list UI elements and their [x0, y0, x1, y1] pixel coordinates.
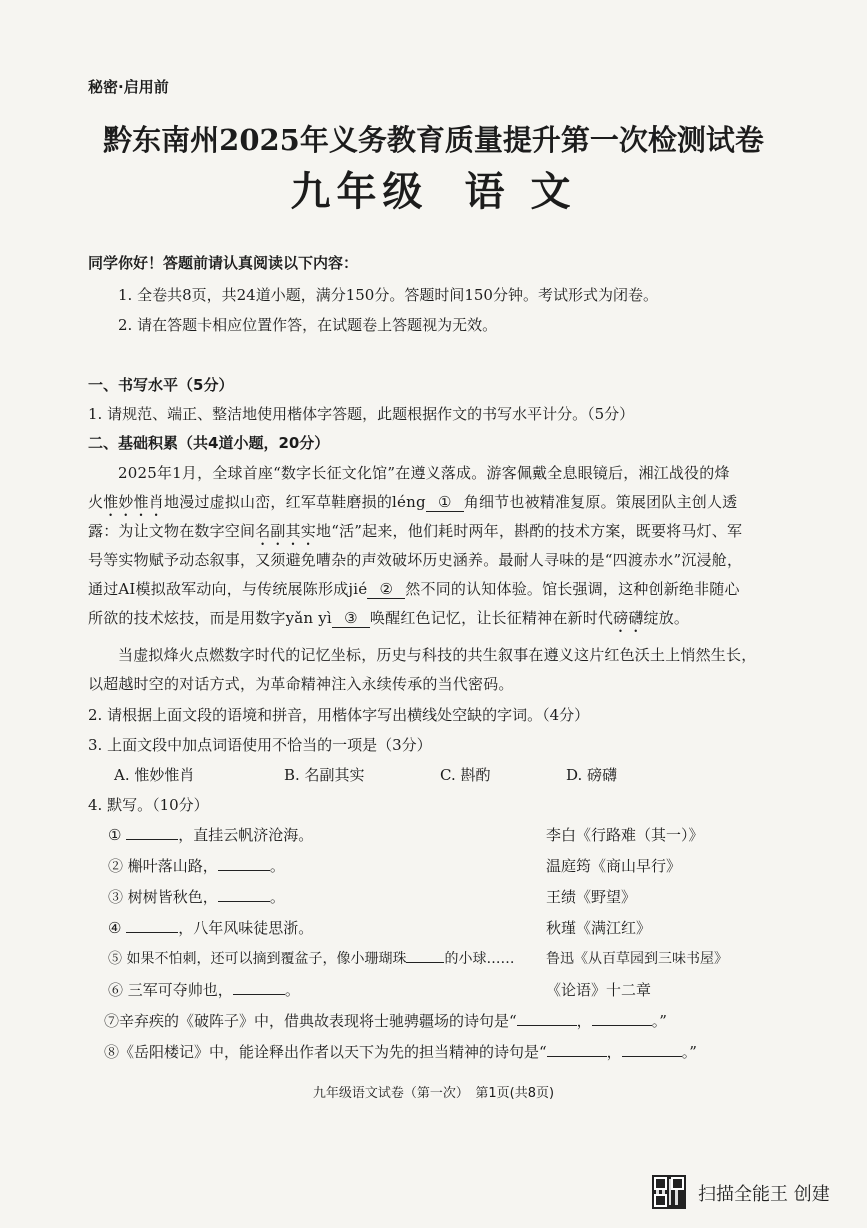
option-d: D. 磅礴	[566, 766, 618, 784]
section-heading: 二、基础积累（共4道小题，20分）	[88, 434, 330, 452]
answer-blank	[622, 1042, 682, 1057]
recite-source: 《论语》十二章	[546, 981, 652, 999]
passage-line: 2025年1月，全球首座“数字长征文化馆”在遵义落成。游客佩戴全息眼镜后，湘江战役的烽	[118, 464, 730, 482]
recite-source: 王绩《野望》	[546, 888, 637, 906]
answer-blank	[126, 825, 178, 840]
fill-blank: ①	[426, 493, 464, 512]
grade-label: 九年级	[290, 168, 429, 215]
fill-blank: ②	[367, 580, 405, 599]
qr-code-icon	[652, 1175, 686, 1209]
question-1: 1. 请规范、端正、整洁地使用楷体字答题，此题根据作文的书写水平计分。（5分）	[88, 405, 635, 423]
passage-line: 露：为让文物在数字空间名副其实地“活”起来，他们耗时两年，斟酌的技术方案，既要将马灯、军	[88, 522, 743, 540]
passage-line: 火惟妙惟肖地漫过虚拟山峦，红军草鞋磨损的léng ① 角细节也被精准复原。策展团队主创人透	[88, 493, 738, 511]
passage-line: 以超越时空的对话方式，为革命精神注入永续传承的当代密码。	[88, 675, 514, 693]
recite-item: ⑤ 如果不怕刺，还可以摘到覆盆子，像小珊瑚珠 的小球……	[108, 948, 514, 968]
passage-line: 通过AI模拟敌军动向，与传统展陈形成jié ② 然不同的认知体验。馆长强调，这种创新绝非随心	[88, 580, 740, 598]
option-c: C. 斟酌	[440, 766, 491, 784]
recite-item: ④ ，八年风味徒思浙。	[108, 919, 314, 937]
recite-source: 鲁迅《从百草园到三味书屋》	[546, 951, 728, 967]
dotted-word: 惟妙惟肖	[103, 493, 165, 511]
dotted-word: 磅礴	[613, 609, 644, 627]
page-footer: 九年级语文试卷（第一次） 第1页(共8页)	[312, 1086, 555, 1101]
answer-blank	[547, 1042, 607, 1057]
recite-item-7: ⑦辛弃疾的《破阵子》中，借典故表现将士驰骋疆场的诗句是“ ， 。”	[104, 1012, 667, 1030]
recite-item: ① ，直挂云帆济沧海。	[108, 826, 314, 844]
dotted-word: 名副其实	[255, 522, 317, 540]
secret-label: 秘密·启用前	[88, 78, 169, 96]
recite-source: 李白《行路难（其一）》	[546, 826, 704, 844]
answer-blank	[233, 980, 285, 995]
passage-line: 号等实物赋予动态叙事，又须避免嘈杂的声效破坏历史涵养。最耐人寻味的是“四渡赤水”沉浸舱，	[88, 551, 743, 569]
answer-blank	[218, 856, 270, 871]
passage-line: 当虚拟烽火点燃数字时代的记忆坐标，历史与科技的共生叙事在遵义这片红色沃土上悄然生长，	[118, 646, 757, 664]
passage-line: 所欲的技术炫技，而是用数字yǎn yì ③ 唤醒红色记忆，让长征精神在新时代磅礴绽放。	[88, 609, 690, 627]
answer-blank	[592, 1011, 652, 1026]
answer-blank	[406, 948, 444, 963]
exam-title: 黔东南州2025年义务教育质量提升第一次检测试卷	[103, 123, 764, 157]
question-3: 3. 上面文段中加点词语使用不恰当的一项是（3分）	[88, 736, 432, 754]
answer-blank	[218, 887, 270, 902]
answer-blank	[126, 918, 178, 933]
notice-item: 1. 全卷共8页，共24道小题，满分150分。答题时间150分钟。考试形式为闭卷。	[118, 286, 658, 304]
subject-label: 语 文	[464, 168, 577, 215]
recite-source: 温庭筠《商山早行》	[546, 857, 682, 875]
question-4: 4. 默写。（10分）	[88, 796, 209, 814]
notice-greeting: 同学你好！答题前请认真阅读以下内容：	[88, 254, 359, 272]
recite-item: ② 槲叶落山路， 。	[108, 857, 285, 875]
recite-item: ③ 树树皆秋色， 。	[108, 888, 285, 906]
section-heading: 一、书写水平（5分）	[88, 376, 234, 394]
option-b: B. 名副其实	[284, 766, 365, 784]
scanner-watermark: 扫描全能王 创建	[698, 1184, 830, 1205]
option-a: A. 惟妙惟肖	[114, 766, 195, 784]
exam-subtitle	[0, 160, 867, 217]
fill-blank: ③	[332, 609, 370, 628]
answer-blank	[517, 1011, 577, 1026]
notice-item: 2. 请在答题卡相应位置作答，在试题卷上答题视为无效。	[118, 316, 498, 334]
recite-source: 秋瑾《满江红》	[546, 919, 652, 937]
question-2: 2. 请根据上面文段的语境和拼音，用楷体字写出横线处空缺的字词。（4分）	[88, 706, 590, 724]
recite-item: ⑥ 三军可夺帅也， 。	[108, 981, 300, 999]
recite-item-8: ⑧《岳阳楼记》中，能诠释出作者以天下为先的担当精神的诗句是“ ， 。”	[104, 1043, 697, 1061]
